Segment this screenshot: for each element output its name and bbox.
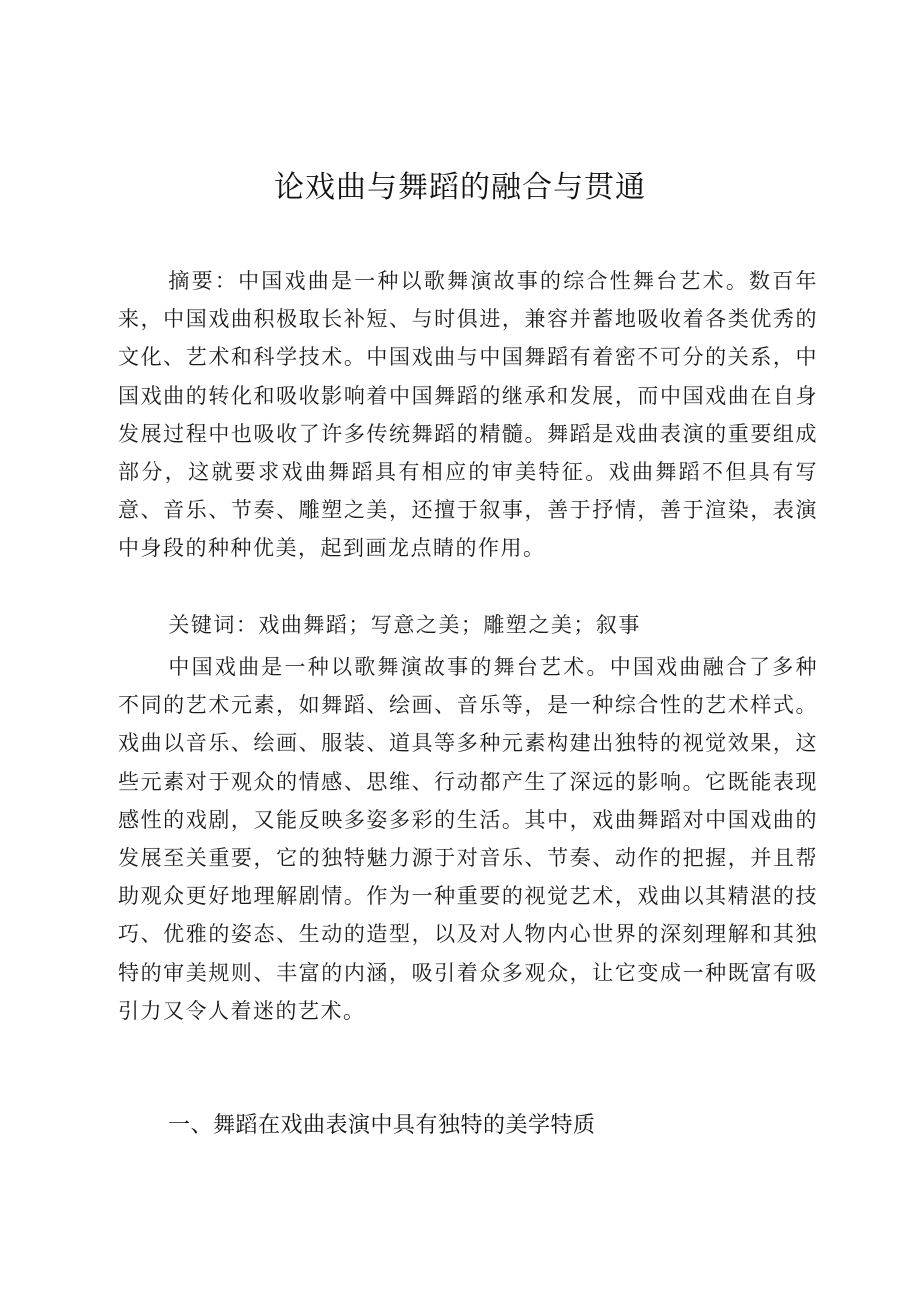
abstract-paragraph: 摘要：中国戏曲是一种以歌舞演故事的综合性舞台艺术。数百年来，中国戏曲积极取长补短、与时俱进，兼容并蓄地吸收着各类优秀的文化、艺术和科学技术。中国戏曲与中国舞蹈有着密不可分的关系，中国戏曲的转化和吸收影响着中国舞蹈的继承和发展，而中国戏曲在自身发展过程中也吸收了许多传统舞蹈的精髓。舞蹈是戏曲表演的重要组成部分，这就要求戏曲舞蹈具有相应的审美特征。戏曲舞蹈不但具有写意、音乐、节奏、雕塑之美，还擅于叙事，善于抒情，善于渲染，表演中身段的种种优美，起到画龙点睛的作用。 [118,269,818,561]
section-heading: 一、舞蹈在戏曲表演中具有独特的美学特质 [168,1113,596,1138]
keywords-line: 关键词：戏曲舞蹈；写意之美；雕塑之美；叙事 [168,613,641,637]
document-title: 论戏曲与舞蹈的融合与贯通 [274,170,646,205]
body-paragraph: 中国戏曲是一种以歌舞演故事的舞台艺术。中国戏曲融合了多种不同的艺术元素，如舞蹈、绘画、音乐等，是一种综合性的艺术样式。戏曲以音乐、绘画、服装、道具等多种元素构建出独特的视觉效果，这些元素对于观众的情感、思维、行动都产生了深远的影响。它既能表现感性的戏剧，又能反映多姿多彩的生活。其中，戏曲舞蹈对中国戏曲的发展至关重要，它的独特魅力源于对音乐、节奏、动作的把握，并且帮助观众更好地理解剧情。作为一种重要的视觉艺术，戏曲以其精湛的技巧、优雅的姿态、生动的造型，以及对人物内心世界的深刻理解和其独特的审美规则、丰富的内涵，吸引着众多观众，让它变成一种既富有吸引力又令人着迷的艺术。 [118,655,818,1023]
